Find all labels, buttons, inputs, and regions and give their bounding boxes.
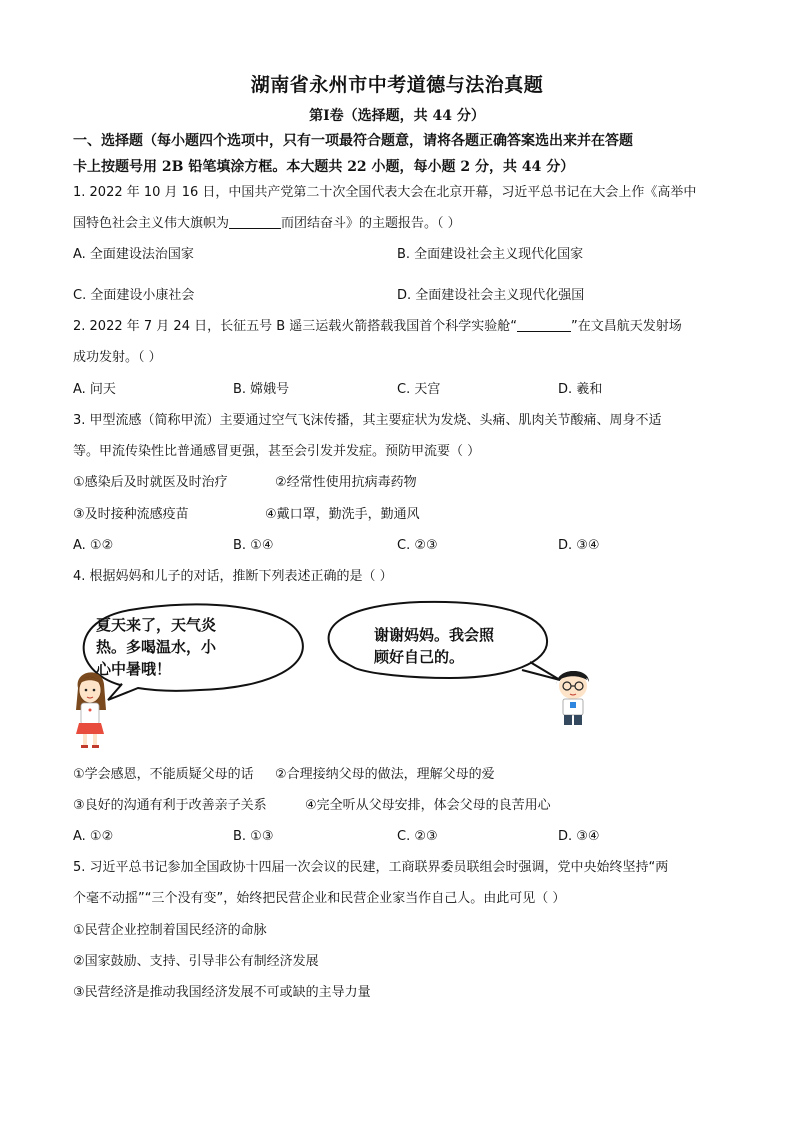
q3-statement-3: ③及时接种流感疫苗 <box>73 507 189 522</box>
q1-stem-line-1: 1. 2022 年 10 月 16 日，中国共产党第二十次全国代表大会在北京开幕，习近平总书记在大会上作《高举中 <box>73 185 697 200</box>
q2-option-c: C. 天宫 <box>397 382 441 397</box>
q4-statement-2: ②合理接纳父母的做法，理解父母的爱 <box>275 767 495 782</box>
q1-option-c: C. 全面建设小康社会 <box>73 288 195 303</box>
q1-stem-line-2 <box>73 214 461 234</box>
q2-option-d: D. 羲和 <box>558 382 603 397</box>
section-subtitle: 第Ⅰ卷（选择题，共 44 分） <box>309 108 485 124</box>
q2-option-a: A. 问天 <box>73 382 116 397</box>
son-speech-line-2: 顾好自己的。 <box>374 648 465 666</box>
q3-stem-line-2: 等。甲流传染性比普通感冒更强，甚至会引发并发症。预防甲流要（ ） <box>73 444 481 459</box>
q2-stem-line-1 <box>73 317 682 337</box>
q1-answer-blank <box>229 214 281 229</box>
q3-statement-4: ④戴口罩，勤洗手，勤通风 <box>265 507 420 522</box>
q3-stem-line-1: 3. 甲型流感（简称甲流）主要通过空气飞沫传播，其主要症状为发烧、头痛、肌肉关节酸痛、周身不适 <box>73 413 662 428</box>
q3-option-a: A. ①② <box>73 538 114 553</box>
q1-stem-text-a: 国特色社会主义伟大旗帜为 <box>73 216 230 231</box>
q3-statement-1: ①感染后及时就医及时治疗 <box>73 475 228 490</box>
q3-option-c: C. ②③ <box>397 538 438 553</box>
mom-speech-line-3: 心中暑哦！ <box>96 660 172 678</box>
q5-statement-3: ③民营经济是推动我国经济发展不可或缺的主导力量 <box>73 985 371 1000</box>
q2-stem-text-a: 2. 2022 年 7 月 24 日，长征五号 B 遥三运载火箭搭载我国首个科学实验舱“ <box>73 319 518 334</box>
q5-stem-line-2: 个毫不动摇”“三个没有变”，始终把民营企业和民营企业家当作自己人。由此可见（ ） <box>73 891 566 906</box>
instructions-line-2: 卡上按题号用 2B 铅笔填涂方框。本大题共 22 小题，每小题 2 分，共 44 分） <box>73 159 575 175</box>
q3-statement-2: ②经常性使用抗病毒药物 <box>275 475 417 490</box>
q1-stem-text-b: 而团结奋斗》的主题报告。（ ） <box>281 216 461 231</box>
q4-option-c: C. ②③ <box>397 829 438 844</box>
son-speech-text <box>374 624 494 668</box>
q4-option-d: D. ③④ <box>558 829 600 844</box>
section-instructions <box>73 128 723 180</box>
exam-title: 湖南省永州市中考道德与法治真题 <box>250 74 544 96</box>
q2-stem-text-b: ”在文昌航天发射场 <box>571 319 682 334</box>
q4-option-a: A. ①② <box>73 829 114 844</box>
q3-option-b: B. ①④ <box>233 538 274 553</box>
q4-statement-1: ①学会感恩，不能质疑父母的话 <box>73 767 254 782</box>
son-speech-line-1: 谢谢妈妈。我会照 <box>374 626 495 644</box>
q1-option-a: A. 全面建设法治国家 <box>73 247 194 262</box>
q2-stem-line-2: 成功发射。（ ） <box>73 350 162 365</box>
mom-speech-text <box>96 614 216 680</box>
q4-statement-3: ③良好的沟通有利于改善亲子关系 <box>73 798 267 813</box>
dialogue-illustration <box>60 600 680 755</box>
q5-stem-line-1: 5. 习近平总书记参加全国政协十四届一次会议的民建，工商联界委员联组会时强调，党中央始终坚持“两 <box>73 860 669 875</box>
mom-figure <box>76 672 106 748</box>
instructions-line-1: 一、选择题（每小题四个选项中，只有一项最符合题意，请将各题正确答案选出来并在答题 <box>73 133 633 149</box>
q2-answer-blank <box>517 317 571 332</box>
q4-statement-4: ④完全听从父母安排，体会父母的良苦用心 <box>305 798 551 813</box>
q2-option-b: B. 嫦娥号 <box>233 382 290 397</box>
mom-speech-line-2: 热。多喝温水，小 <box>96 638 217 656</box>
mom-speech-line-1: 夏天来了，天气炎 <box>96 616 217 634</box>
q4-stem-line-1: 4. 根据妈妈和儿子的对话，推断下列表述正确的是（ ） <box>73 569 393 584</box>
q5-statement-2: ②国家鼓励、支持、引导非公有制经济发展 <box>73 954 319 969</box>
son-figure <box>557 671 589 725</box>
q1-option-b: B. 全面建设社会主义现代化国家 <box>397 247 584 262</box>
q5-statement-1: ①民营企业控制着国民经济的命脉 <box>73 923 267 938</box>
q1-option-d: D. 全面建设社会主义现代化强国 <box>397 288 585 303</box>
q4-option-b: B. ①③ <box>233 829 274 844</box>
q3-option-d: D. ③④ <box>558 538 600 553</box>
